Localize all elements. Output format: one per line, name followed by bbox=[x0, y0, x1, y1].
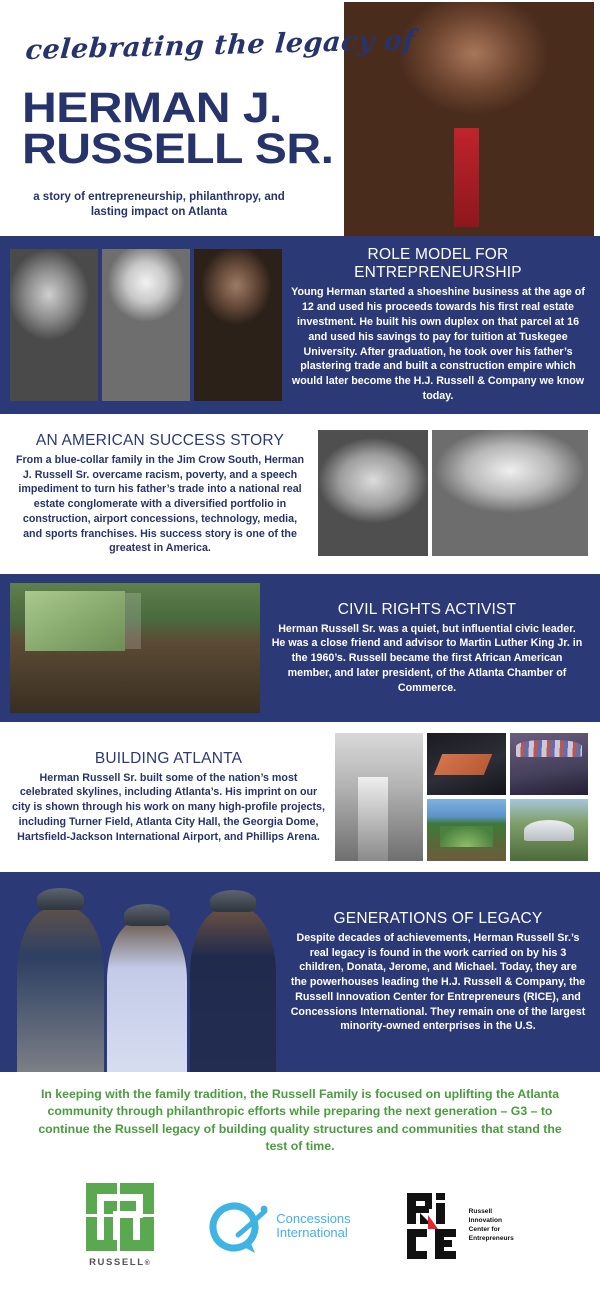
russell-wordmark: RUSSELL® bbox=[89, 1257, 152, 1269]
concessions-swoosh-icon bbox=[208, 1197, 270, 1255]
rice-line-3: Center for bbox=[468, 1225, 501, 1233]
rice-mark-icon bbox=[405, 1191, 463, 1261]
section-generations-photo-wrap bbox=[0, 872, 288, 1072]
rice-line-1: Russell bbox=[468, 1208, 493, 1216]
section-american-success-story-photos bbox=[318, 430, 588, 558]
herman-with-jimmy-carter-photo bbox=[432, 430, 588, 556]
section-role-model-body: Young Herman started a shoeshine business at the age of 12 and used his proceeds towards his first real estate investment. He built his own duplex on that parcel at 16 and used his savings to pay for tuition at Tuskegee University. After graduation, he took over his father’s plastering trade and built a construction empire which would later become the H.J. Russell & Company we know today. bbox=[291, 286, 585, 402]
section-civil-rights-activist-title: CIVIL RIGHTS ACTIVIST bbox=[337, 600, 517, 618]
rice-logo bbox=[405, 1191, 514, 1261]
rice-line-4: Entrepreneurs bbox=[468, 1234, 514, 1242]
section-building-atlanta-body: Herman Russell Sr. built some of the nation’s most celebrated skylines, including Atlanta’s. His imprint on our city is shown through his work on many high-profile projects, including Turner Field, Atlanta City Hall, the Georgia Dome, Hartsfield-Jackson International Airport, and Phillips Arena. bbox=[12, 771, 325, 843]
section-building-atlanta-text bbox=[12, 750, 325, 845]
section-generations-of-legacy-text bbox=[288, 910, 600, 1034]
section-generations-of-legacy bbox=[0, 872, 600, 1072]
page-title bbox=[22, 84, 334, 173]
logo-row bbox=[0, 1164, 600, 1284]
section-american-success-story-text bbox=[12, 432, 308, 556]
hero-name-line2: RUSSELL SR. bbox=[22, 124, 334, 173]
russell-r-glyph bbox=[97, 1194, 143, 1240]
hartsfield-jackson-airport-photo bbox=[510, 733, 589, 795]
section-american-success-story-title: AN AMERICAN SUCCESS STORY bbox=[35, 431, 285, 449]
hero-subtitle: a story of entrepreneurship, philanthropy, and lasting impact on Atlanta bbox=[33, 191, 285, 218]
herman-capital-city-photo bbox=[194, 249, 282, 401]
section-generations-of-legacy-body: Despite decades of achievements, Herman Russell Sr.’s real legacy is found in the work carried on by his 3 children, Donata, Jerome, and Michael. Today, they are the powerhouses leading the H.J. Russell & Company, the Russell Innovation Center for Entrepreneurs (RICE), and Concessions International. They remain one of the largest minority-owned enterprises in the U.S. bbox=[290, 931, 586, 1033]
russell-logo bbox=[86, 1183, 154, 1268]
section-role-model-photos bbox=[10, 249, 282, 401]
concessions-international-wordmark bbox=[276, 1212, 350, 1240]
hero-script-line: celebrating the legacy of bbox=[24, 24, 417, 67]
russell-children-hard-hats-photo bbox=[0, 872, 288, 1072]
section-civil-rights-activist bbox=[0, 574, 600, 722]
section-american-success-story bbox=[0, 414, 600, 574]
turner-field-photo bbox=[427, 799, 506, 861]
rice-wordmark bbox=[469, 1208, 514, 1243]
atlanta-skyline-photo bbox=[335, 733, 423, 861]
jerome-russell-figure bbox=[107, 920, 188, 1072]
business-league-award-photo bbox=[318, 430, 428, 556]
rice-line-2: Innovation bbox=[468, 1217, 503, 1225]
concessions-international-logo bbox=[208, 1197, 350, 1255]
section-role-model-text bbox=[290, 246, 590, 403]
hero-name-line1: HERMAN J. bbox=[22, 84, 282, 132]
section-role-model bbox=[0, 236, 600, 414]
section-civil-rights-activist-body: Herman Russell Sr. was a quiet, but influential civic leader. He was a close friend and advisor to Martin Luther King Jr. in the 1960’s. Russell became the first African American member, and later president, of the Atlanta Chamber of Commerce. bbox=[271, 622, 583, 694]
section-civil-rights-activist-text bbox=[270, 601, 590, 696]
section-role-model-title: ROLE MODEL FOR ENTREPRENEURSHIP bbox=[354, 246, 522, 282]
herman-hard-hat-photo bbox=[102, 249, 190, 401]
hard-hat-icon bbox=[210, 890, 256, 912]
section-american-success-story-body: From a blue-collar family in the Jim Crow South, Herman J. Russell Sr. overcame racism, poverty, and a speech impediment to turn his father’s trade into a national real estate conglomerate with a diversified portfolio in construction, airport concessions, technology, media, and sports franchises. His success story is one of the greatest in America. bbox=[15, 453, 305, 555]
georgia-dome-photo bbox=[510, 799, 589, 861]
hero-header bbox=[0, 0, 600, 236]
section-generations-of-legacy-title: GENERATIONS OF LEGACY bbox=[333, 909, 543, 927]
section-building-atlanta-photos bbox=[335, 733, 588, 861]
ci-line-2: International bbox=[276, 1224, 348, 1240]
russell-mark-icon bbox=[86, 1183, 154, 1251]
section-building-atlanta-photo-grid bbox=[427, 733, 588, 861]
ci-line-1: Concessions bbox=[276, 1210, 351, 1226]
hard-hat-icon bbox=[124, 904, 170, 926]
young-herman-shoeshine-photo bbox=[10, 249, 98, 401]
mlk-living-room-meeting-photo bbox=[10, 583, 260, 713]
closing-statement: In keeping with the family tradition, the Russell Family is focused on uplifting the Atlanta community through philanthropic efforts while preparing the next generation – G3 – to continue the Russell legacy of building quality structures and communities that stand the test of time. bbox=[38, 1087, 562, 1154]
section-building-atlanta bbox=[0, 722, 600, 872]
section-building-atlanta-title: BUILDING ATLANTA bbox=[94, 749, 243, 767]
donata-russell-figure bbox=[17, 908, 103, 1072]
phillips-arena-interior-photo bbox=[427, 733, 506, 795]
hard-hat-icon bbox=[37, 888, 83, 910]
michael-russell-figure bbox=[190, 908, 276, 1072]
